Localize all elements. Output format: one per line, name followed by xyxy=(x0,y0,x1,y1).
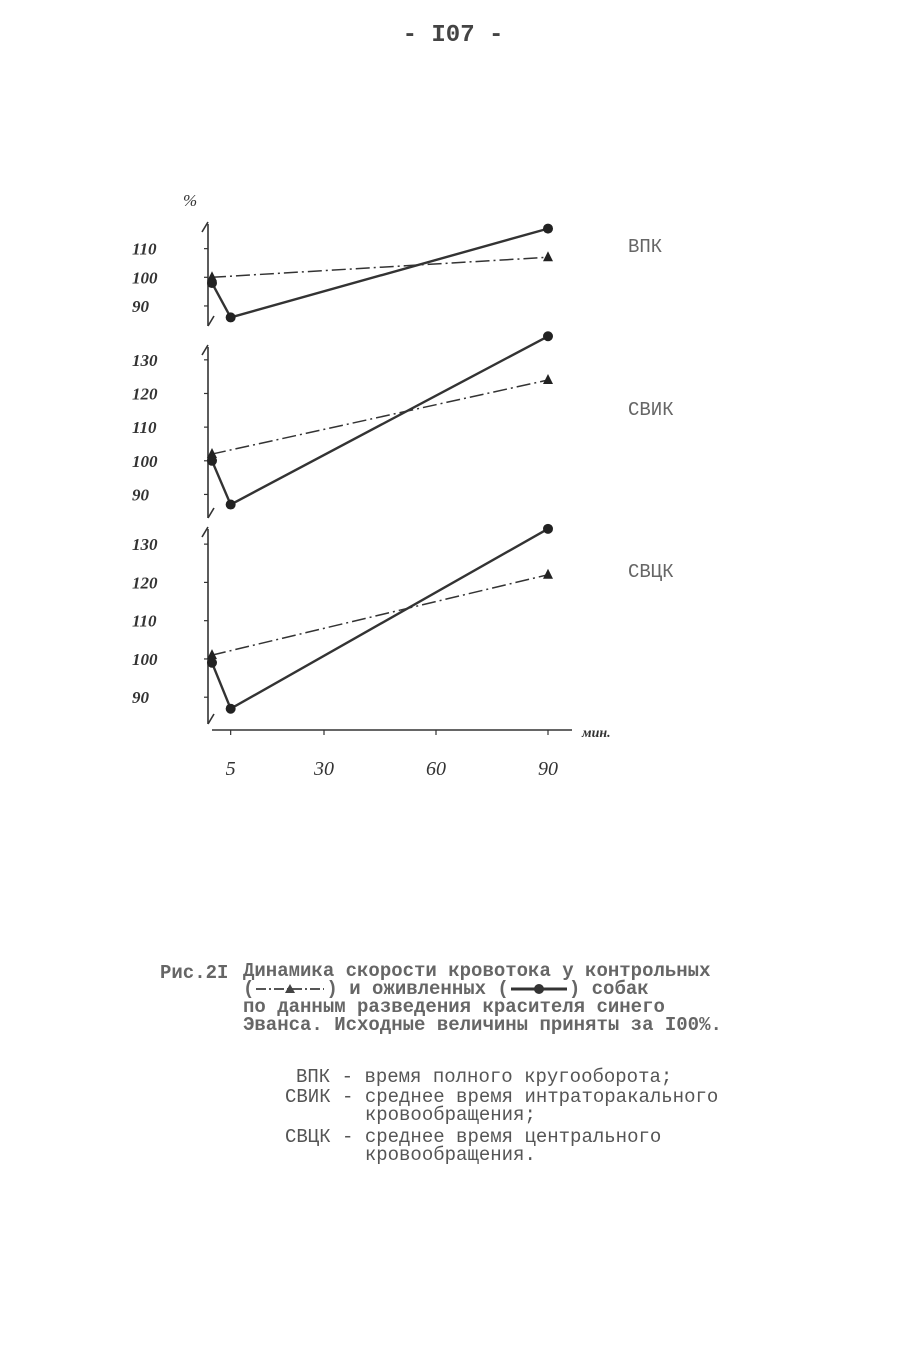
y-tick-label: 90 xyxy=(132,688,149,708)
abbr-svck-desc: среднее время центрального кровообращения. xyxy=(364,1126,662,1166)
panel-label-2: СВИК xyxy=(628,399,674,421)
point-circle xyxy=(543,224,553,234)
caption-line-1: Динамика скорости кровотока у контрольных xyxy=(243,960,711,982)
panel-1 xyxy=(132,222,662,326)
series-line-control xyxy=(212,257,548,277)
x-tick-label: 60 xyxy=(426,758,446,780)
axis-break-top-3 xyxy=(202,527,208,537)
x-tick-label: 90 xyxy=(538,758,558,780)
y-tick-label: 110 xyxy=(132,611,157,631)
series-line-revived xyxy=(212,529,548,709)
point-circle xyxy=(207,658,217,668)
point-circle xyxy=(226,500,236,510)
page-number: - I07 - xyxy=(402,22,504,49)
point-triangle xyxy=(543,374,553,384)
point-circle xyxy=(543,524,553,534)
y-unit-label: % xyxy=(183,191,198,210)
caption-line-3: по данным разведения красителя синего xyxy=(243,996,665,1018)
axis-break-top-2 xyxy=(202,345,208,355)
caption-line-2-middle: ) и оживленных ( xyxy=(326,978,509,1000)
series-line-control xyxy=(212,575,548,655)
y-tick-label: 100 xyxy=(132,268,158,288)
axis-break-bottom-2 xyxy=(208,508,214,518)
point-circle xyxy=(543,331,553,341)
y-tick-label: 120 xyxy=(132,573,158,593)
abbr-svik-term: СВИК xyxy=(285,1086,331,1108)
abbr-svik xyxy=(285,1088,785,1124)
point-triangle xyxy=(543,569,553,579)
y-tick-label: 110 xyxy=(132,418,157,438)
figure-caption xyxy=(243,962,803,1034)
series-line-revived xyxy=(212,229,548,318)
abbr-vpk-term: ВПК xyxy=(296,1066,331,1088)
x-tick-label: 5 xyxy=(225,758,236,780)
panel-3 xyxy=(132,524,674,724)
caption-line-4: Эванса. Исходные величины приняты за I00%. xyxy=(243,1014,722,1036)
y-tick-label: 130 xyxy=(132,535,158,555)
panel-label-1: ВПК xyxy=(628,236,663,258)
y-tick-label: 130 xyxy=(132,350,158,370)
point-circle xyxy=(226,704,236,714)
point-circle xyxy=(207,456,217,466)
x-tick-label: 30 xyxy=(314,758,334,780)
abbr-svik-desc: среднее время интраторакального кровообращения; xyxy=(364,1086,719,1126)
caption-paren-open: ( xyxy=(243,978,255,1000)
abbr-svik-dash: - xyxy=(342,1086,354,1108)
caption-line-2-end: ) собак xyxy=(568,978,649,1000)
y-tick-label: 100 xyxy=(132,649,158,669)
y-tick-label: 110 xyxy=(132,239,157,259)
figure-label: Рис.2I xyxy=(160,962,229,984)
abbr-vpk xyxy=(296,1068,672,1086)
y-tick-label: 90 xyxy=(132,296,149,316)
revived-legend-symbol xyxy=(509,983,569,995)
axis-break-bottom-3 xyxy=(208,714,214,724)
abbr-vpk-dash: - xyxy=(341,1066,354,1088)
point-circle xyxy=(207,278,217,288)
abbr-vpk-desc: время полного кругооборота; xyxy=(364,1066,673,1088)
control-legend-symbol xyxy=(254,983,326,995)
y-tick-label: 100 xyxy=(132,451,158,471)
y-tick-label: 120 xyxy=(132,384,158,404)
abbr-svck xyxy=(285,1128,785,1164)
panel-label-3: СВЦК xyxy=(628,561,674,583)
y-tick-label: 90 xyxy=(132,485,149,505)
series-line-revived xyxy=(212,336,548,504)
abbr-svck-dash: - xyxy=(342,1126,354,1148)
x-axis-label: мин. xyxy=(582,726,611,741)
panel-2 xyxy=(132,331,674,518)
point-triangle xyxy=(543,251,553,261)
series-line-control xyxy=(212,380,548,454)
point-circle xyxy=(226,312,236,322)
axis-break-top-1 xyxy=(202,222,208,232)
abbr-svck-term: СВЦК xyxy=(285,1126,331,1148)
axis-break-bottom-1 xyxy=(208,316,214,326)
